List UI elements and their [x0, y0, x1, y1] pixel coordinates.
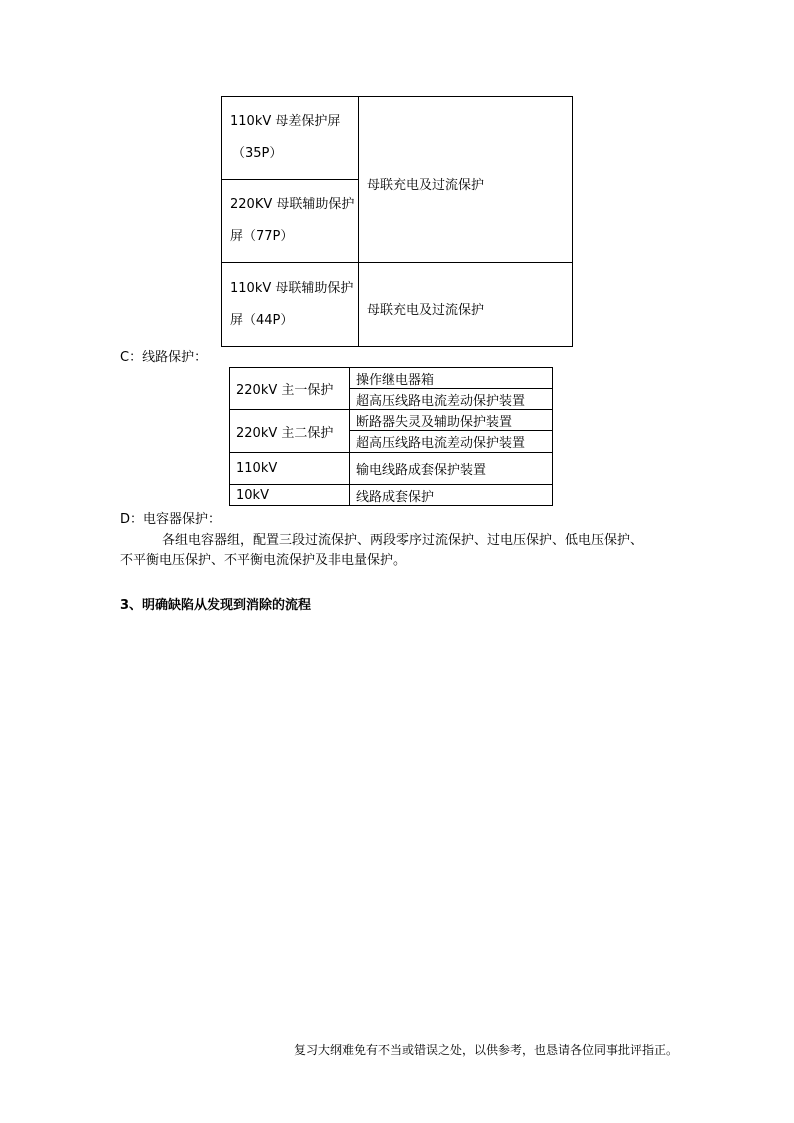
cell-text: 110kV 母差保护屏 — [230, 114, 341, 129]
table-cell — [359, 263, 573, 347]
table-row — [222, 263, 573, 347]
paragraph-line: 各组电容器组，配置三段过流保护、两段零序过流保护、过电压保护、低电压保护、 — [162, 533, 644, 548]
section-d-heading: D：电容器保护： — [120, 512, 222, 527]
protection-panel-table — [221, 96, 573, 347]
table-cell: 220kV 主二保护 — [230, 410, 350, 453]
cell-text: 110kV 母联辅助保护 — [230, 280, 354, 296]
table-cell: 线路成套保护 — [350, 485, 553, 506]
cell-text: （35P） — [232, 146, 283, 161]
cell-text: 母联充电及过流保护 — [367, 302, 485, 318]
table-cell: 输电线路成套保护装置 — [350, 453, 553, 485]
table-row — [222, 97, 573, 180]
table-row — [230, 485, 553, 506]
table-row — [230, 453, 553, 485]
cell-text: 屏（77P） — [230, 229, 294, 244]
table-cell — [222, 97, 359, 180]
cell-text: 母联充电及过流保护 — [367, 177, 485, 193]
table-cell: 超高压线路电流差动保护装置 — [350, 389, 553, 410]
section-heading: 3、明确缺陷从发现到消除的流程 — [120, 598, 312, 613]
paragraph-line: 不平衡电压保护、不平衡电流保护及非电量保护。 — [120, 553, 407, 568]
table-cell — [222, 263, 359, 347]
cell-text: 屏（44P） — [230, 312, 294, 328]
cell-text: 220KV 母联辅助保护 — [230, 197, 355, 212]
table-row — [230, 368, 553, 389]
table-cell: 操作继电器箱 — [350, 368, 553, 389]
table-cell: 超高压线路电流差动保护装置 — [350, 431, 553, 453]
line-protection-table — [229, 367, 553, 506]
table-cell: 断路器失灵及辅助保护装置 — [350, 410, 553, 431]
table-cell: 10kV — [230, 485, 350, 506]
section-c-heading: C：线路保护： — [120, 350, 208, 365]
table-cell — [359, 97, 573, 263]
table-cell — [222, 180, 359, 263]
table-row — [230, 410, 553, 431]
table-cell: 110kV — [230, 453, 350, 485]
table-cell: 220kV 主一保护 — [230, 368, 350, 410]
footer-note: 复习大纲难免有不当或错误之处，以供参考，也恳请各位同事批评指正。 — [294, 1043, 679, 1057]
